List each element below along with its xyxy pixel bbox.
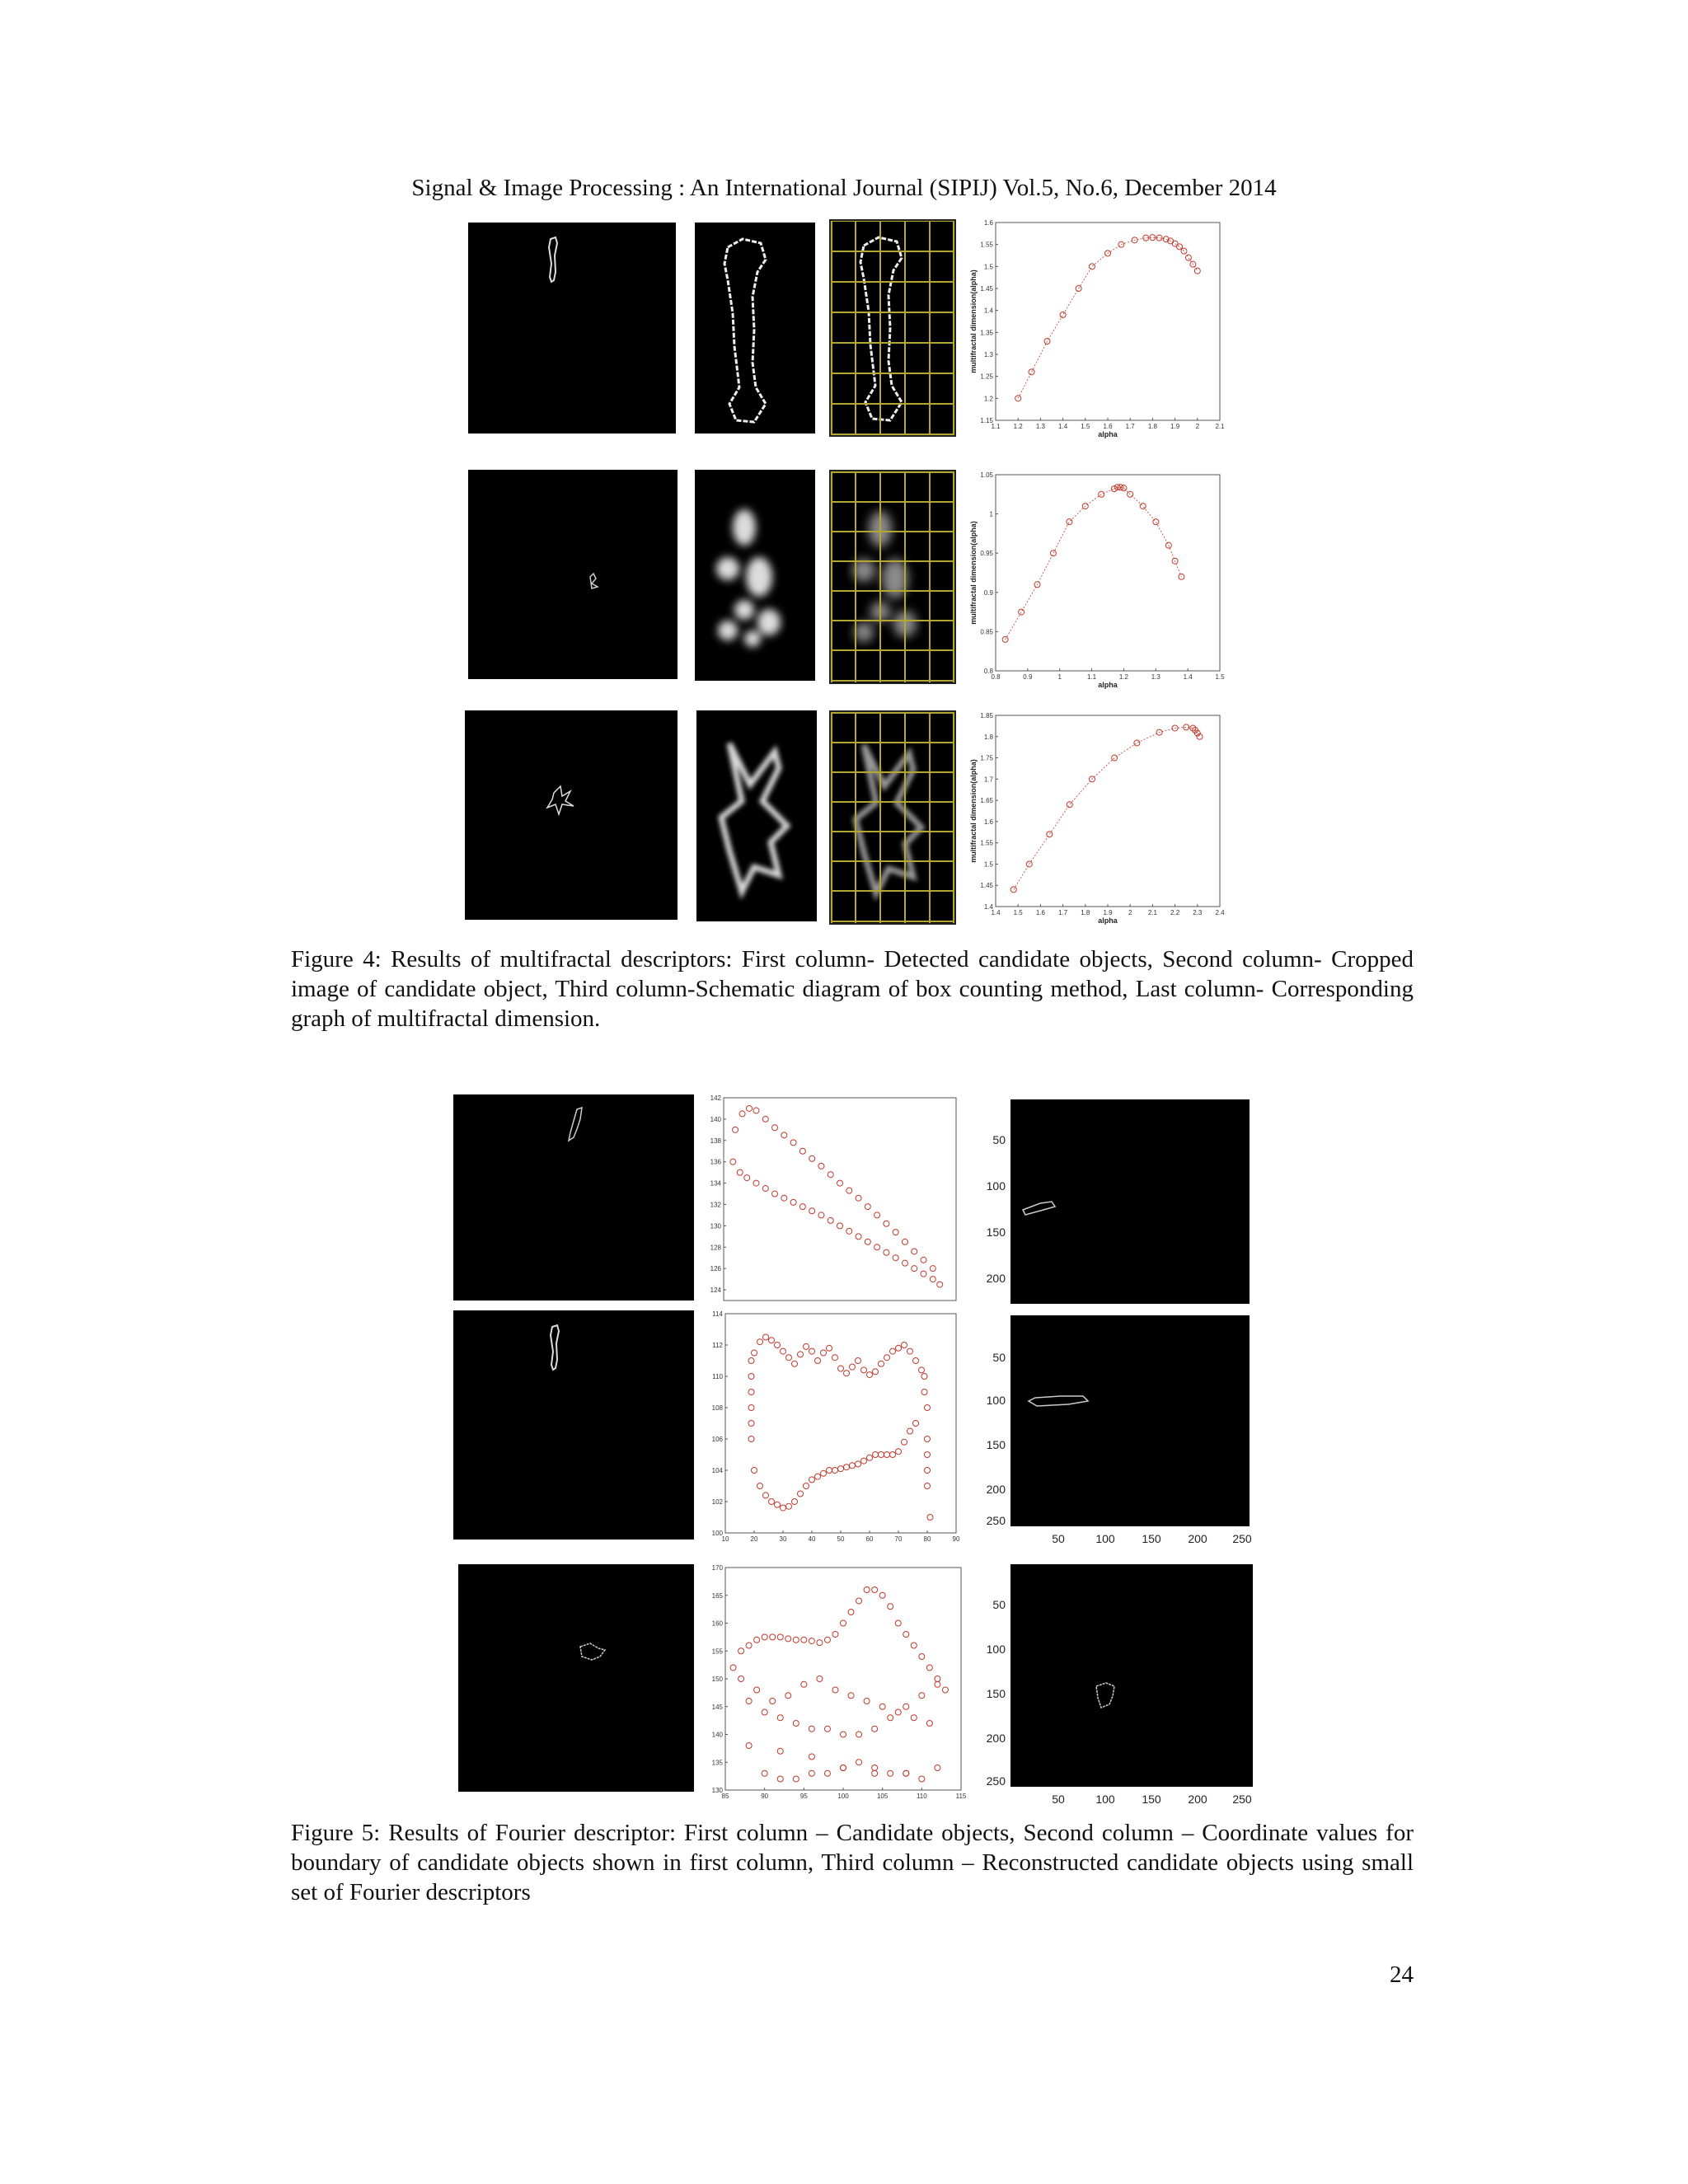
recon3-ytick-50: 50 — [992, 1598, 1006, 1611]
chart-5-ytick-label: 160 — [711, 1619, 723, 1628]
chart-1-ytick-label: 0.9 — [983, 588, 993, 597]
fig4-box-counting-grid-2 — [829, 470, 956, 684]
chart-2-ytick-label: 1.5 — [983, 860, 993, 869]
recon1-ytick-100: 100 — [986, 1179, 1006, 1193]
chart-2-ytick-label: 1.55 — [980, 839, 993, 847]
fig4-box-counting-grid-3 — [829, 710, 956, 925]
chart-2-ytick-label: 1.65 — [980, 797, 993, 805]
chart-0-xtick-label: 2.1 — [1215, 423, 1225, 430]
recon3-xtick-150: 150 — [1142, 1793, 1161, 1806]
chart-1-xtick-label: 1 — [1057, 673, 1062, 681]
recon3-xtick-100: 100 — [1095, 1793, 1115, 1806]
chart-1-xtick-label: 0.9 — [1023, 673, 1033, 681]
chart-0-ytick-label: 1.5 — [983, 263, 993, 271]
chart-4-xtick-label: 90 — [952, 1535, 960, 1543]
chart-1-ytick-label: 1 — [989, 510, 993, 518]
chart-1-frame — [996, 475, 1220, 671]
chart-5-xtick-label: 90 — [761, 1793, 769, 1800]
fig4-mfd-chart-1-svg — [966, 218, 1230, 453]
chart-2-ytick-label: 1.85 — [980, 712, 993, 719]
chart-3-frame — [724, 1098, 956, 1301]
fig4-mfd-chart-2 — [966, 470, 1230, 696]
chart-0-ytick-label: 1.4 — [983, 307, 993, 315]
recon2-ytick-50: 50 — [992, 1351, 1006, 1364]
chart-2-frame — [996, 715, 1220, 907]
recon1-ytick-50: 50 — [992, 1133, 1006, 1146]
recon2-xtick-100: 100 — [1095, 1532, 1115, 1545]
chart-2-xtick-label: 1.7 — [1058, 909, 1068, 916]
chart-1-xtick-label: 1.5 — [1215, 673, 1225, 681]
fig5-boundary-plot-2-svg — [702, 1310, 961, 1546]
chart-4-xtick-label: 50 — [837, 1535, 845, 1543]
chart-0-xlabel: alpha — [1098, 430, 1118, 438]
chart-3-ytick-label: 124 — [710, 1286, 721, 1295]
chart-2-xtick-label: 2.2 — [1170, 909, 1180, 916]
chart-5-xtick-label: 95 — [799, 1793, 808, 1800]
recon2-ytick-200: 200 — [986, 1483, 1006, 1496]
chart-2-xtick-label: 2.1 — [1147, 909, 1157, 916]
chart-2-xtick-label: 1.9 — [1103, 909, 1113, 916]
chart-5-ytick-label: 165 — [711, 1591, 723, 1600]
chart-0-xtick-label: 1.4 — [1058, 423, 1068, 430]
chart-0-ytick-label: 1.35 — [980, 329, 993, 337]
recon3-ytick-200: 200 — [986, 1732, 1006, 1745]
fig5-reconstruction-1 — [986, 1094, 1259, 1304]
chart-0-ytick-label: 1.2 — [983, 395, 993, 403]
chart-4-ytick-label: 112 — [712, 1342, 723, 1349]
chart-0-xtick-label: 1.5 — [1081, 423, 1090, 430]
chart-0-xtick-label: 1.9 — [1170, 423, 1180, 430]
chart-0-xtick-label: 1.6 — [1103, 423, 1113, 430]
chart-0-xtick-label: 1.3 — [1035, 423, 1045, 430]
chart-5-ytick-label: 155 — [711, 1647, 723, 1656]
chart-0-ytick-label: 1.6 — [983, 219, 993, 227]
chart-4-xtick-label: 10 — [721, 1535, 729, 1543]
chart-4-xtick-label: 40 — [808, 1535, 816, 1543]
recon1-ytick-200: 200 — [986, 1272, 1006, 1285]
recon2-xtick-150: 150 — [1142, 1532, 1161, 1545]
chart-2-xtick-label: 2 — [1128, 909, 1132, 916]
recon2-ytick-150: 150 — [986, 1438, 1006, 1451]
chart-2-ylabel: multifractal dimension(alpha) — [969, 759, 978, 863]
fig4-detected-object-3 — [465, 710, 678, 920]
chart-1-ytick-label: 0.8 — [983, 668, 993, 675]
recon1-ytick-150: 150 — [986, 1226, 1006, 1239]
chart-5-xtick-label: 100 — [837, 1793, 849, 1800]
figure4-caption: Figure 4: Results of multifractal descriptors: First column- Detected candidate objects, Second column- Cropped image of candidate object, Third column-Schematic diagram of box counting method, Last column- Corresponding graph of multifractal dimension. — [291, 946, 1414, 1032]
chart-2-xtick-label: 1.5 — [1013, 909, 1023, 916]
fig4-mfd-chart-2-svg — [966, 470, 1230, 696]
chart-3-ytick-label: 130 — [710, 1222, 721, 1230]
chart-1-xtick-label: 0.8 — [991, 673, 1001, 681]
chart-1-xtick-label: 1.4 — [1183, 673, 1193, 681]
chart-4-ytick-label: 110 — [712, 1373, 723, 1380]
chart-1-ytick-label: 0.95 — [980, 550, 993, 558]
chart-1-ytick-label: 0.85 — [980, 628, 993, 636]
chart-4-xtick-label: 80 — [923, 1535, 931, 1543]
chart-2-ytick-label: 1.7 — [983, 776, 993, 784]
recon2-xtick-250: 250 — [1232, 1532, 1252, 1545]
recon3-ytick-150: 150 — [986, 1687, 1006, 1700]
chart-4-ytick-label: 100 — [711, 1530, 723, 1537]
chart-1-ylabel: multifractal dimension(alpha) — [969, 521, 978, 625]
running-header: Signal & Image Processing : An International Journal (SIPIJ) Vol.5, No.6, December 2014 — [411, 175, 1277, 201]
chart-2-xtick-label: 1.8 — [1081, 909, 1090, 916]
chart-4-frame — [725, 1314, 956, 1533]
chart-4-ytick-label: 104 — [711, 1467, 723, 1474]
chart-0-xtick-label: 1.7 — [1125, 423, 1135, 430]
chart-1-ytick-label: 1.05 — [980, 471, 993, 479]
chart-3-ytick-label: 126 — [710, 1265, 721, 1273]
chart-0-ylabel: multifractal dimension(alpha) — [969, 269, 978, 373]
chart-2-ytick-label: 1.45 — [980, 882, 993, 890]
recon3-ytick-250: 250 — [986, 1774, 1006, 1788]
fig4-detected-object-2 — [468, 470, 678, 679]
chart-2-ytick-label: 1.75 — [980, 754, 993, 762]
fig5-boundary-plot-1 — [702, 1094, 961, 1304]
chart-5-xtick-label: 110 — [916, 1793, 927, 1800]
chart-5-ytick-label: 150 — [711, 1675, 723, 1683]
fig5-candidate-object-3 — [458, 1564, 694, 1792]
fig5-boundary-plot-3-svg — [702, 1564, 966, 1803]
chart-4-xtick-label: 30 — [779, 1535, 787, 1543]
chart-5-xtick-label: 85 — [721, 1793, 729, 1800]
chart-3-ytick-label: 140 — [710, 1115, 721, 1123]
fig5-boundary-plot-1-svg — [702, 1094, 961, 1304]
chart-5-ytick-label: 135 — [711, 1759, 723, 1767]
chart-0-xtick-label: 1.1 — [991, 423, 1001, 430]
recon2-ytick-100: 100 — [986, 1394, 1006, 1407]
chart-1-xtick-label: 1.2 — [1118, 673, 1128, 681]
recon3-xtick-50: 50 — [1052, 1793, 1065, 1806]
chart-4-xtick-label: 20 — [750, 1535, 758, 1543]
chart-0-ytick-label: 1.25 — [980, 373, 993, 381]
fig5-candidate-object-2 — [453, 1310, 694, 1540]
chart-2-ytick-label: 1.6 — [983, 818, 993, 826]
fig4-cropped-object-3 — [696, 710, 817, 921]
fig5-reconstruction-2 — [986, 1310, 1259, 1549]
chart-0-xtick-label: 1.8 — [1147, 423, 1157, 430]
chart-3-ytick-label: 132 — [710, 1201, 721, 1209]
chart-0-xtick-label: 2 — [1195, 423, 1200, 430]
chart-2-xlabel: alpha — [1098, 916, 1118, 925]
chart-0-ytick-label: 1.45 — [980, 285, 993, 293]
fig5-candidate-object-1 — [453, 1094, 694, 1301]
chart-3-ytick-label: 136 — [710, 1158, 721, 1166]
chart-3-ytick-label: 128 — [710, 1244, 721, 1252]
fig4-mfd-chart-1 — [966, 218, 1230, 453]
recon2-ytick-250: 250 — [986, 1514, 1006, 1527]
chart-5-xtick-label: 115 — [955, 1793, 966, 1800]
chart-2-xtick-label: 1.6 — [1035, 909, 1045, 916]
recon3-ytick-100: 100 — [986, 1643, 1006, 1656]
chart-2-xtick-label: 2.4 — [1215, 909, 1225, 916]
chart-4-ytick-label: 106 — [711, 1436, 723, 1443]
fig4-mfd-chart-3 — [966, 710, 1230, 926]
chart-1-xtick-label: 1.1 — [1087, 673, 1097, 681]
chart-5-ytick-label: 145 — [711, 1703, 723, 1711]
chart-2-ytick-label: 1.8 — [983, 733, 993, 741]
chart-5-frame — [725, 1568, 961, 1790]
chart-3-ytick-label: 134 — [710, 1179, 721, 1188]
fig4-detected-object-1 — [468, 223, 676, 434]
recon2-xtick-50: 50 — [1052, 1532, 1065, 1545]
recon3-xtick-250: 250 — [1232, 1793, 1252, 1806]
chart-2-xtick-label: 1.4 — [991, 909, 1001, 916]
chart-4-ytick-label: 102 — [711, 1498, 723, 1506]
chart-3-ytick-label: 142 — [710, 1094, 721, 1102]
chart-1-xlabel: alpha — [1098, 681, 1118, 689]
chart-2-ytick-label: 1.4 — [983, 903, 993, 911]
fig4-cropped-object-1 — [695, 223, 815, 434]
chart-0-ytick-label: 1.15 — [980, 417, 993, 424]
chart-5-ytick-label: 170 — [711, 1564, 723, 1572]
chart-0-ytick-label: 1.55 — [980, 241, 993, 249]
fig4-mfd-chart-3-svg — [966, 710, 1230, 926]
recon3-xtick-200: 200 — [1188, 1793, 1207, 1806]
chart-4-ytick-label: 108 — [711, 1404, 723, 1412]
recon2-xtick-200: 200 — [1188, 1532, 1207, 1545]
figure5-caption: Figure 5: Results of Fourier descriptor: First column – Candidate objects, Second column – Coordinate values for boundary of candidate objects shown in first column, Third column – Reconstructed candidate objects using small set of Fourier descriptors — [291, 1820, 1414, 1905]
chart-5-xtick-label: 105 — [876, 1793, 889, 1800]
chart-5-ytick-label: 130 — [711, 1787, 723, 1794]
chart-4-xtick-label: 60 — [865, 1535, 874, 1543]
chart-1-xtick-label: 1.3 — [1151, 673, 1160, 681]
chart-0-xtick-label: 1.2 — [1013, 423, 1023, 430]
fig5-reconstruction-3 — [986, 1563, 1259, 1810]
fig5-boundary-plot-3 — [702, 1564, 966, 1803]
chart-5-ytick-label: 140 — [711, 1731, 723, 1739]
fig5-boundary-plot-2 — [702, 1310, 961, 1546]
chart-3-ytick-label: 138 — [710, 1137, 721, 1145]
chart-4-ytick-label: 114 — [712, 1310, 723, 1318]
page-number: 24 — [1390, 1961, 1414, 1988]
fig4-box-counting-grid-1 — [829, 219, 956, 437]
fig4-cropped-object-2 — [695, 470, 815, 681]
chart-4-xtick-label: 70 — [894, 1535, 903, 1543]
chart-2-xtick-label: 2.3 — [1193, 909, 1203, 916]
chart-0-ytick-label: 1.3 — [983, 351, 993, 359]
